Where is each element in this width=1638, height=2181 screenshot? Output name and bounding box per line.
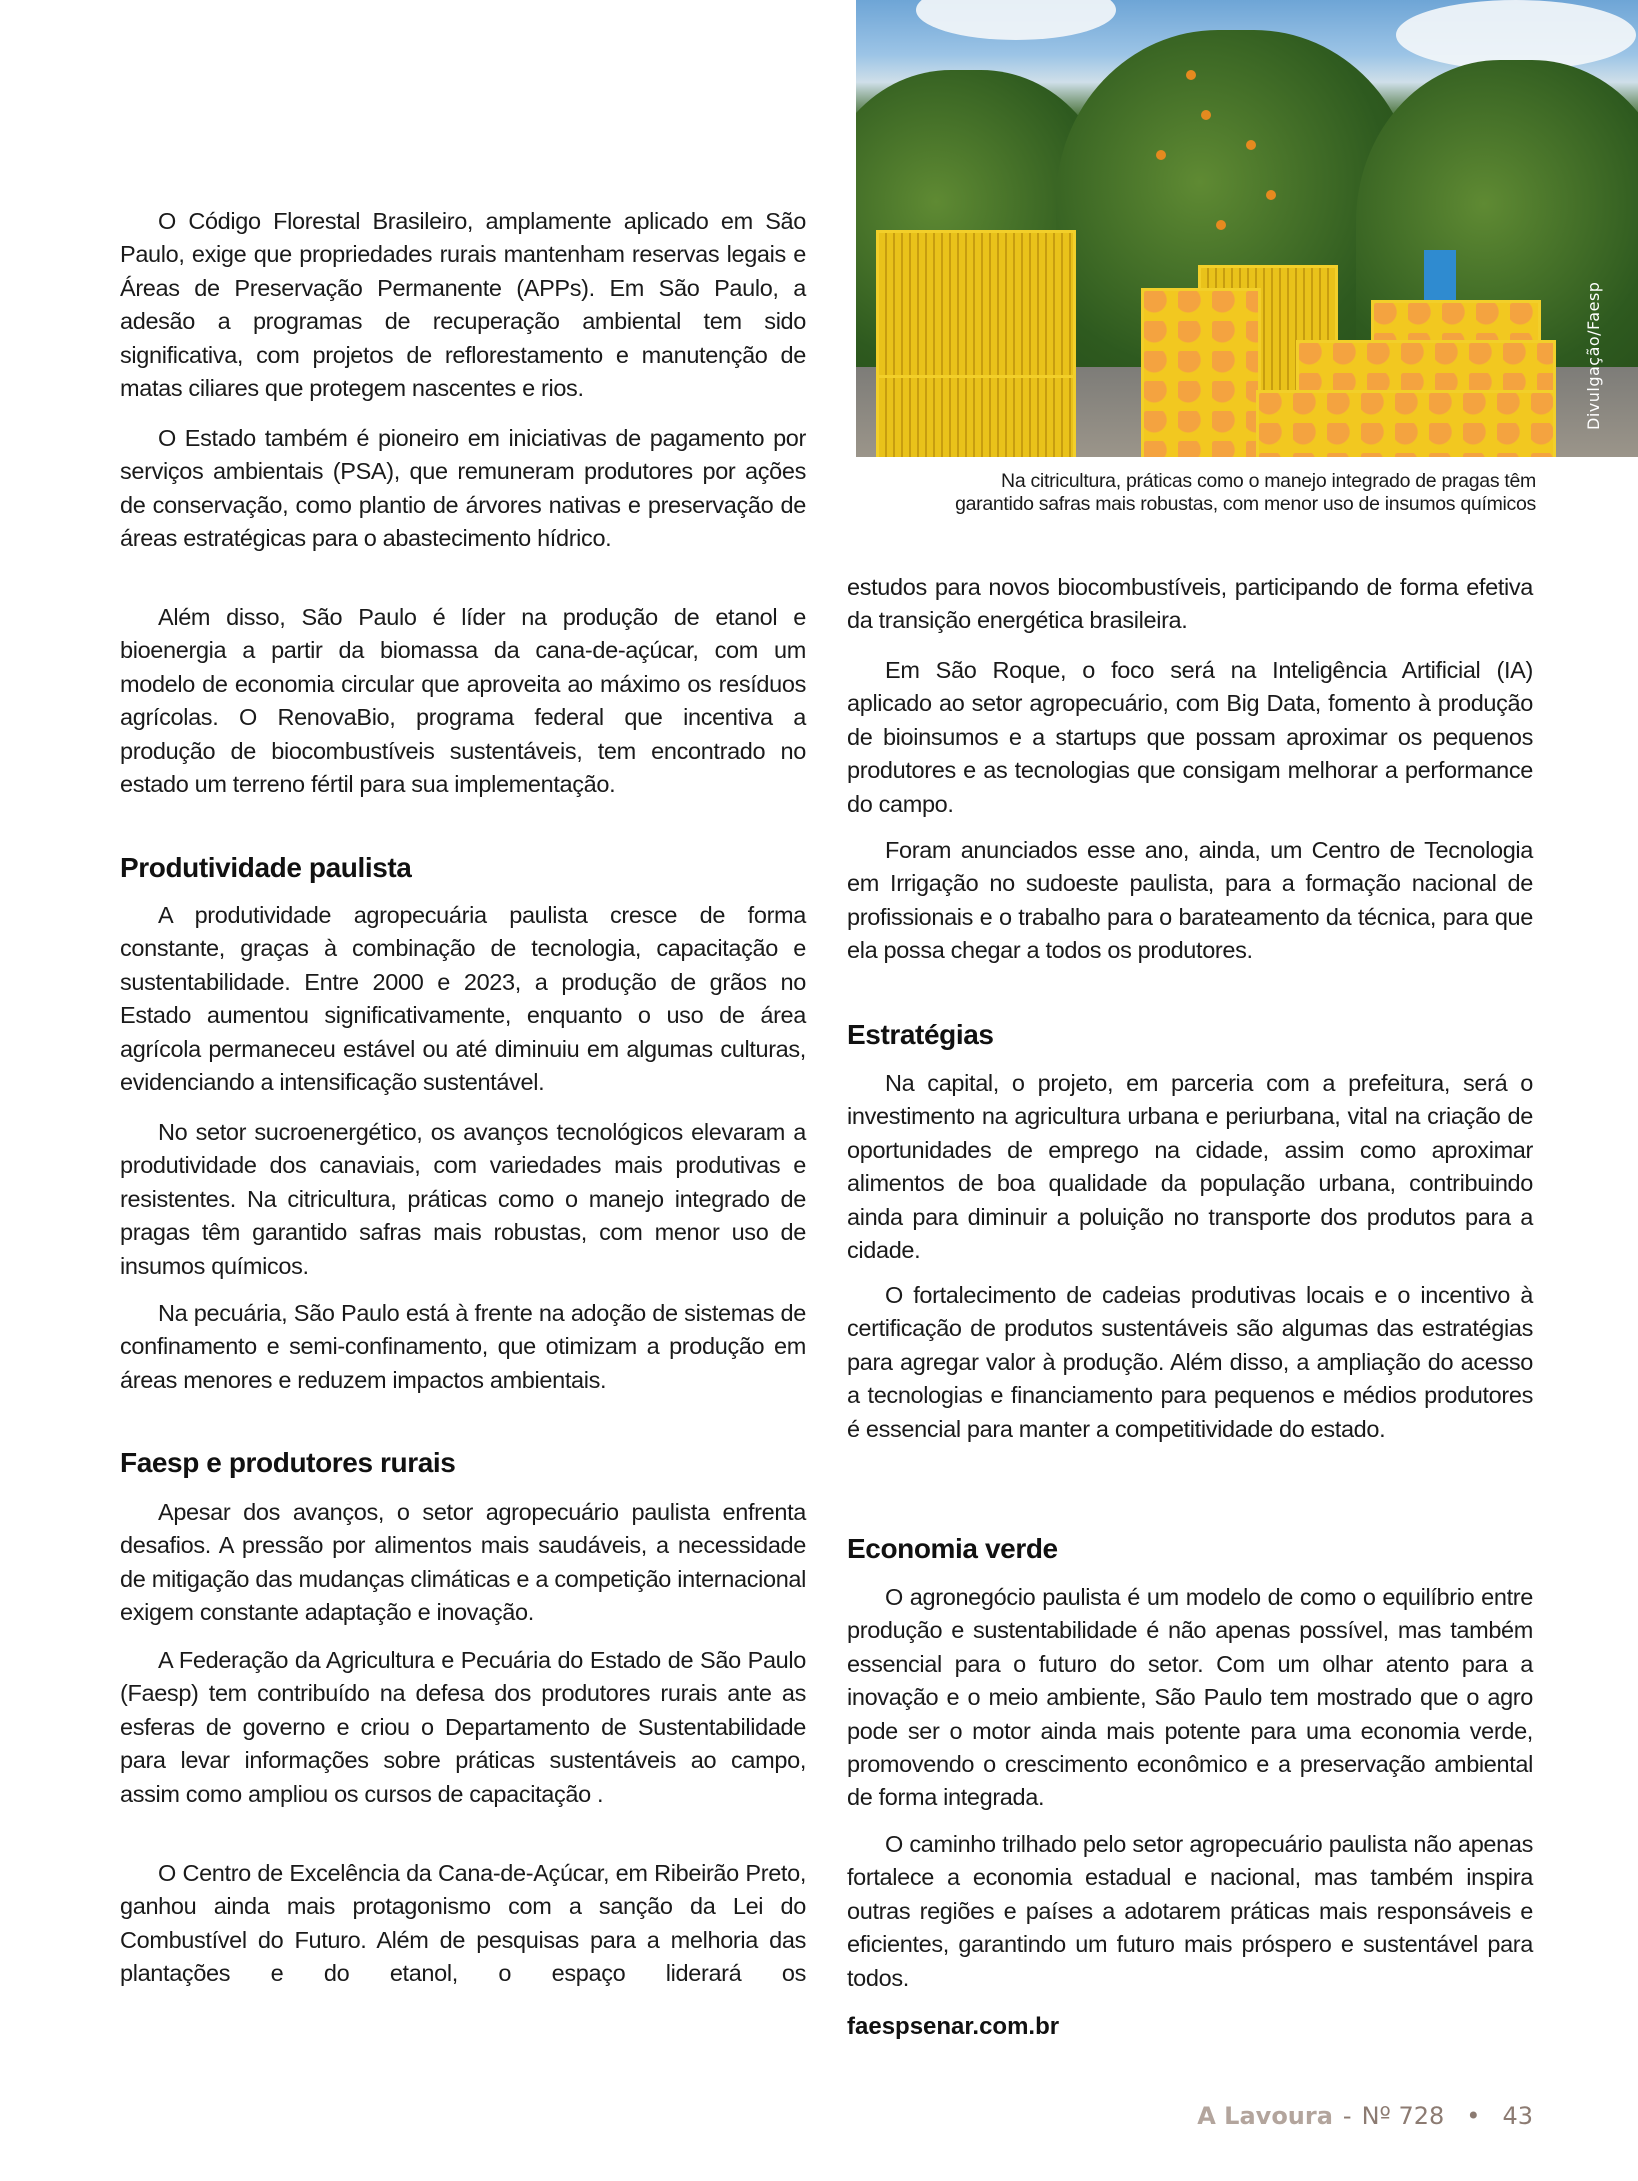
orange-fruit (1246, 140, 1256, 150)
paragraph: O fortalecimento de cadeias produtivas locais e o incentivo à certificação de produtos sustentáveis são algumas das estratégias para agregar valor à produção. Além disso, a ampliação do acesso a tecnologias e financiamento para pequenos e médios produtores é essencial para manter a competitividade do estado. (847, 1282, 1533, 1442)
paragraph-caminho (847, 1828, 1533, 1995)
paragraph-irrigacao (847, 834, 1533, 968)
paragraph-desafios (120, 1496, 806, 1630)
paragraph: O Código Florestal Brasileiro, amplamente aplicado em São Paulo, exige que propriedades rurais mantenham reservas legais e Áreas de Preservação Permanente (APPs). Em São Paulo, a adesão a programas de recuperação ambiental tem sido significativa, com projetos de reflorestamento e manutenção de matas ciliares que protegem nascentes e rios. (120, 208, 806, 402)
heading-economia-verde (847, 1532, 1533, 1566)
section-heading: Produtividade paulista (120, 852, 412, 883)
paragraph: O Estado também é pioneiro em iniciativas de pagamento por serviços ambientais (PSA), que remuneram produtores por ações de conservação, como plantio de árvores nativas e preservação de áreas estratégicas para o abastecimento hídrico. (120, 425, 806, 552)
orange-fruit (1266, 190, 1276, 200)
paragraph: O agronegócio paulista é um modelo de como o equilíbrio entre produção e sustentabilidade é não apenas possível, mas também essencial para o futuro do setor. Com um olhar atento para a inovação e o meio ambiente, São Paulo tem mostrado que o agro pode ser o motor ainda mais potente para uma economia verde, promovendo o crescimento econômico e a preservação ambiental de forma integrada. (847, 1584, 1533, 1811)
section-heading: Faesp e produtores rurais (120, 1447, 456, 1478)
paragraph: Na pecuária, São Paulo está à frente na adoção de sistemas de confinamento e semi-confinamento, que otimizam a produção em áreas menores e reduzem impactos ambientais. (120, 1300, 806, 1393)
photo-credit: Divulgação/Faesp (1584, 281, 1603, 430)
caption-line: garantido safras mais robustas, com menor uso de insumos químicos (955, 493, 1536, 515)
orange-fruit (1201, 110, 1211, 120)
paragraph-pecuaria (120, 1297, 806, 1397)
paragraph-sao-roque (847, 654, 1533, 821)
paragraph-cadeias (847, 1279, 1533, 1446)
cloud-shape (916, 0, 1116, 40)
caption-line: Na citricultura, práticas como o manejo integrado de pragas têm (1001, 470, 1536, 492)
photo-caption (856, 470, 1536, 516)
footer-separator: - (1342, 2102, 1352, 2130)
crate-shape (876, 230, 1076, 380)
orange-fruit (1156, 150, 1166, 160)
paragraph: Foram anunciados esse ano, ainda, um Centro de Tecnologia em Irrigação no sudoeste paulista, para a formação nacional de profissionais e o trabalho para o barateamento da técnica, para que ela possa chegar a todos os produtores. (847, 837, 1533, 964)
section-heading: Estratégias (847, 1019, 994, 1050)
heading-estrategias (847, 1018, 1533, 1052)
orange-fruit (1186, 70, 1196, 80)
paragraph-biocombustiveis (847, 571, 1533, 638)
paragraph: A Federação da Agricultura e Pecuária do Estado de São Paulo (Faesp) tem contribuído na defesa dos produtores rurais ante as esferas de governo e criou o Departamento de Sustentabilidade para levar informações sobre práticas sustentáveis ao campo, assim como ampliou os cursos de capacitação . (120, 1647, 806, 1807)
paragraph-federacao (120, 1644, 806, 1811)
bullet-icon: • (1466, 2102, 1481, 2130)
paragraph-codigo-florestal (120, 205, 806, 405)
website-link[interactable]: faespsenar.com.br (847, 2013, 1060, 2040)
crate-shape (1141, 288, 1261, 457)
paragraph: Apesar dos avanços, o setor agropecuário paulista enfrenta desafios. A pressão por alimentos mais saudáveis, a necessidade de mitigação das mudanças climáticas e a competição internacional exigem constante adaptação e inovação. (120, 1499, 806, 1626)
section-heading: Economia verde (847, 1533, 1058, 1564)
paragraph: O caminho trilhado pelo setor agropecuário paulista não apenas fortalece a economia estadual e nacional, mas também inspira outras regiões e países a adotarem práticas mais responsáveis e eficientes, garantindo um futuro mais próspero e sustentável para todos. (847, 1831, 1533, 1991)
paragraph-produtividade (120, 899, 806, 1099)
orange-fruit (1216, 220, 1226, 230)
page-footer (1150, 2101, 1533, 2131)
citrus-crates-photo (856, 0, 1638, 457)
heading-produtividade (120, 851, 806, 885)
paragraph-sucroenergetico (120, 1116, 806, 1283)
crate-shape (1256, 390, 1556, 457)
paragraph: O Centro de Excelência da Cana-de-Açúcar, em Ribeirão Preto, ganhou ainda mais protagonismo com a sanção da Lei do Combustível do Futuro. Além de pesquisas para a melhoria das plantações e do etanol, o espaço liderará os (120, 1860, 806, 1987)
paragraph: No setor sucroenergético, os avanços tecnológicos elevaram a produtividade dos canaviais, com variedades mais produtivas e resistentes. Na citricultura, práticas como o manejo integrado de pragas têm garantido safras mais robustas, com menor uso de insumos químicos. (120, 1119, 806, 1279)
issue-number: Nº 728 (1361, 2102, 1445, 2130)
paragraph: estudos para novos biocombustíveis, participando de forma efetiva da transição energética brasileira. (847, 574, 1533, 634)
paragraph-etanol (120, 601, 806, 801)
paragraph-agronegocio (847, 1581, 1533, 1815)
paragraph: Em São Roque, o foco será na Inteligência Artificial (IA) aplicado ao setor agropecuário, com Big Data, fomento à produção de bioinsumos e a startups que possam aproximar os pequenos produtores e as tecnologias que consigam melhorar a performance do campo. (847, 657, 1533, 817)
heading-faesp (120, 1446, 806, 1480)
magazine-name: A Lavoura (1197, 2102, 1333, 2130)
paragraph: A produtividade agropecuária paulista cresce de forma constante, graças à combinação de tecnologia, capacitação e sustentabilidade. Entre 2000 e 2023, a produção de grãos no Estado aumentou significativamente, enquanto o uso de área agrícola permaneceu estável ou até diminuiu em algumas culturas, evidenciando a intensificação sustentável. (120, 902, 806, 1096)
paragraph-centro-cana (120, 1857, 806, 1991)
crate-shape (876, 375, 1076, 457)
paragraph-capital (847, 1067, 1533, 1267)
paragraph-psa (120, 422, 806, 556)
paragraph: Além disso, São Paulo é líder na produção de etanol e bioenergia a partir da biomassa da cana-de-açúcar, com um modelo de economia circular que aproveita ao máximo os resíduos agrícolas. O RenovaBio, programa federal que incentiva a produção de biocombustíveis sustentáveis, tem encontrado no estado um terreno fértil para sua implementação. (120, 604, 806, 798)
page-number: 43 (1502, 2102, 1533, 2130)
paragraph: Na capital, o projeto, em parceria com a prefeitura, será o investimento na agricultura urbana e periurbana, vital na criação de oportunidades de emprego na cidade, assim como aproximar alimentos de boa qualidade da população urbana, contribuindo ainda para diminuir a poluição no transporte dos produtos para a cidade. (847, 1070, 1533, 1264)
